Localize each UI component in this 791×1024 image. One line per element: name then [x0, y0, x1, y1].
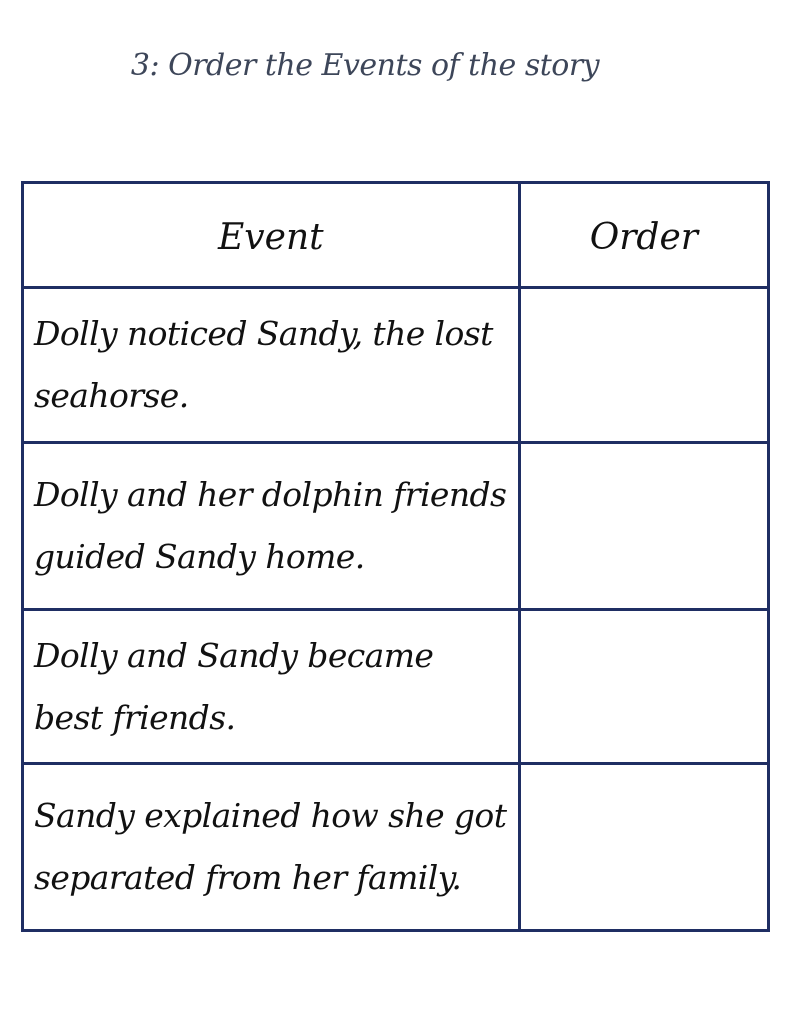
table-row: [23, 288, 769, 443]
event-cell: Dolly noticed Sandy, the lost seahorse.: [23, 288, 520, 443]
order-answer-cell[interactable]: [519, 288, 768, 443]
order-column-header: Order: [519, 183, 768, 288]
event-cell: Dolly and Sandy became best friends.: [23, 610, 520, 764]
table-row: [23, 443, 769, 610]
order-answer-cell[interactable]: [519, 443, 768, 610]
table-row: [23, 764, 769, 931]
event-cell: Dolly and her dolphin friends guided Sandy home.: [23, 443, 520, 610]
table-row: [23, 610, 769, 764]
order-answer-cell[interactable]: [519, 764, 768, 931]
event-column-header: Event: [23, 183, 520, 288]
table-header-row: [23, 183, 769, 288]
worksheet-title: 3: Order the Events of the story: [130, 48, 600, 83]
events-order-table: [21, 181, 770, 932]
order-answer-cell[interactable]: [519, 610, 768, 764]
event-cell: Sandy explained how she got separated from her family.: [23, 764, 520, 931]
